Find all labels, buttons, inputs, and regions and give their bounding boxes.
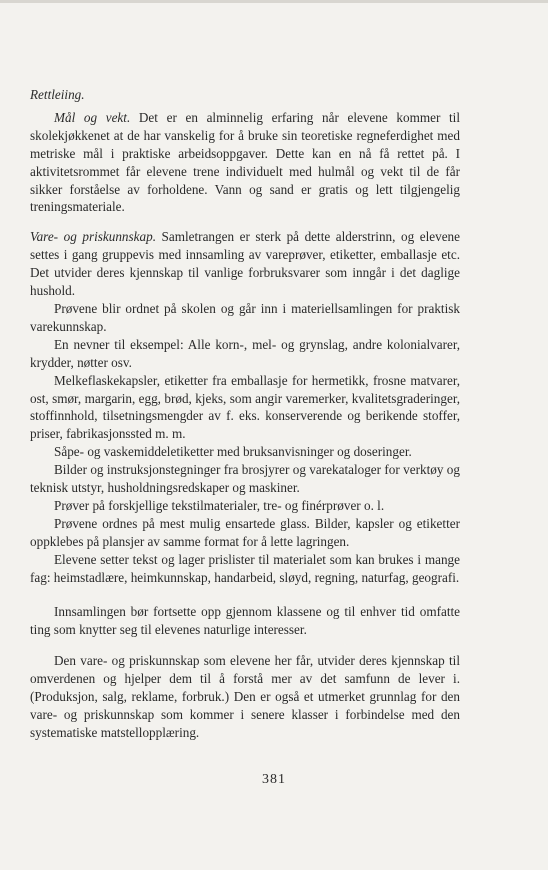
paragraph: Den vare- og priskunnskap som elevene her får, utvider deres kjennskap til omverdenen og hjelper dem til å forstå mer av det samfunn de lever i. (Produksjon, salg, reklame, forbruk.) Den er også et utmerket grunnlag for den vare- og priskunnskap som kommer i senere klasser i forbindelse med den systematiske matstellopplæring. bbox=[30, 653, 460, 740]
paragraph: Elevene setter tekst og lager prislister til materialet som kan brukes i mange fag: heimstadlære, heimkunnskap, handarbeid, sløyd, regning, naturfag, geografi. bbox=[30, 551, 460, 585]
paragraph: Melkeflaskekapsler, etiketter fra emballasje for hermetikk, frosne matvarer, ost, smør, margarin, egg, brød, kjeks, som angir varemerker, kvalitetsgraderinger, stoffinnhold, tilsetningsmengder av f. eks. konserverende og berikende stoffer, priser, fabrikasjonssted m. m. bbox=[30, 372, 460, 442]
paragraph: Prøver på forskjellige tekstilmaterialer, tre- og finérprøver o. l. bbox=[54, 497, 385, 513]
paragraph: Prøvene blir ordnet på skolen og går inn i materiellsamlingen for praktisk varekunnskap. bbox=[30, 300, 460, 334]
paragraph-text: Det er en alminnelig erfaring når elevene kommer til skolekjøkkenet at de har vanskelig for å bruke sin teoretiske regneferdighet med metriske mål i praktiske arbeidsoppgaver. Dette kan en nå få rettet på. I aktivitetsrommet får elevene trene individuelt med hulmål og vekt til de får sikker forståelse av forholdene. Vann og sand er gratis og lett tilgjengelig treningsmateriale. bbox=[30, 109, 460, 215]
page-edge bbox=[0, 0, 548, 3]
paragraph-lead: Vare- og priskunnskap. bbox=[30, 229, 156, 245]
paragraph-vare-og-priskunnskap bbox=[30, 228, 460, 300]
paragraph: Prøvene ordnes på mest mulig ensartede glass. Bilder, kapsler og etiketter oppklebes på plansjer av samme format for å lette lagringen. bbox=[30, 515, 460, 549]
paragraph: Såpe- og vaskemiddeletiketter med bruksanvisninger og doseringer. bbox=[54, 444, 412, 460]
paragraph-mal-og-vekt bbox=[30, 109, 460, 216]
page-number: 381 bbox=[262, 772, 286, 787]
paragraph: En nevner til eksempel: Alle korn-, mel- og grynslag, andre kolonialvarer, krydder, nøtter osv. bbox=[30, 336, 460, 370]
paragraph-lead: Mål og vekt. bbox=[54, 109, 131, 125]
paragraph-text: Samletrangen er sterk på dette alderstrinn, og elevene settes i gang gruppevis med innsamling av vareprøver, etiketter, emballasje etc. Det utvider deres kjennskap til vanlige forbruksvarer som inngår i det daglige hushold. bbox=[30, 229, 461, 299]
paragraph: Bilder og instruksjonstegninger fra brosjyrer og varekataloger for verktøy og teknisk utstyr, husholdningsredskaper og maskiner. bbox=[30, 462, 460, 496]
page-body bbox=[30, 86, 460, 742]
paragraph: Innsamlingen bør fortsette opp gjennom klassene og til enhver tid omfatte ting som knytter seg til elevenes naturlige interesser. bbox=[30, 604, 460, 638]
section-heading: Rettleiing. bbox=[30, 87, 85, 102]
